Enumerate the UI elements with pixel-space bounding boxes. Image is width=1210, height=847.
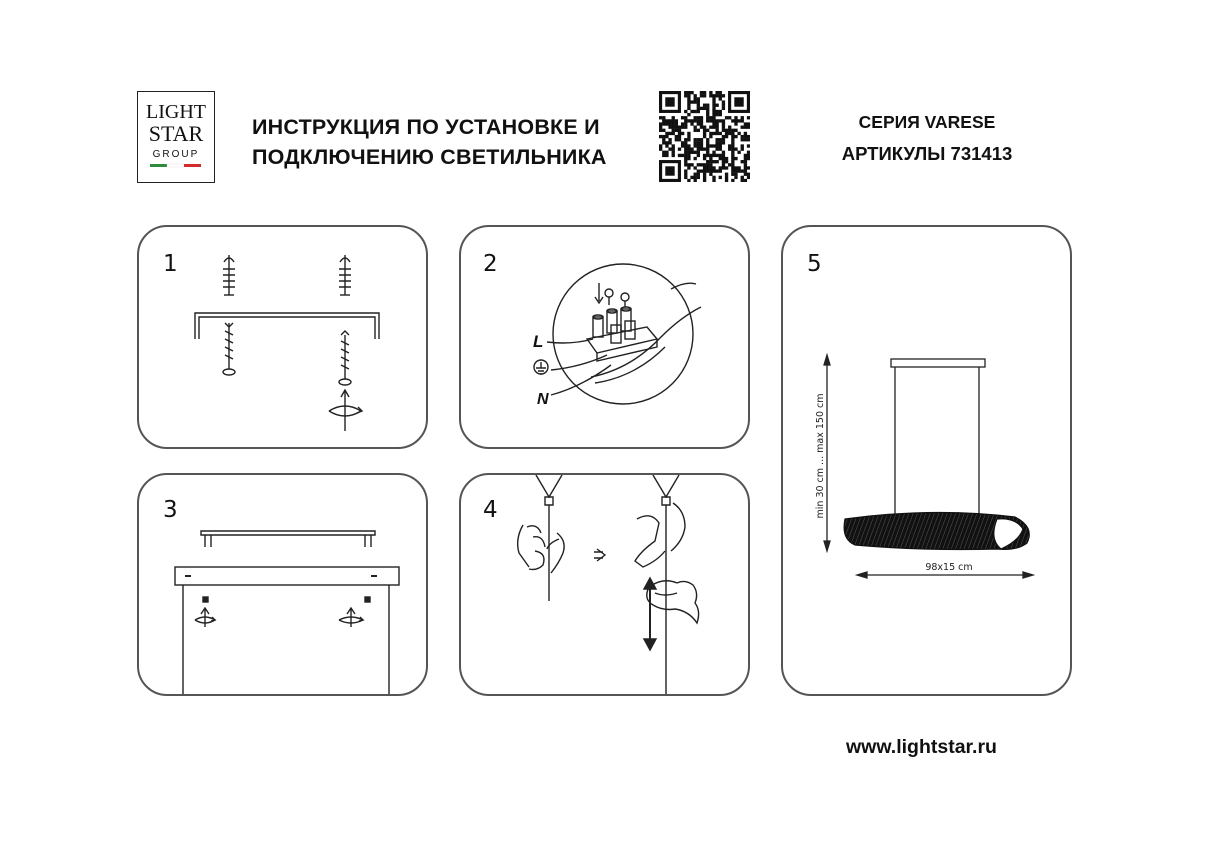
website-link[interactable]: www.lightstar.ru <box>846 736 997 758</box>
logo-line2: STAR <box>148 121 204 146</box>
width-size-label: 98x15 cm <box>925 562 973 573</box>
hand-icon <box>518 525 545 570</box>
step-4-panel <box>459 473 750 696</box>
step-number: 3 <box>163 497 178 523</box>
title-line-1: ИНСТРУКЦИЯ ПО УСТАНОВКЕ И <box>252 115 600 139</box>
wall-plug-icon <box>339 255 351 295</box>
rotate-arrow-icon <box>195 597 215 627</box>
flag-green-stripe <box>150 164 167 167</box>
step-1-panel <box>137 225 428 449</box>
dimensions-illustration <box>783 227 1070 694</box>
down-arrow-icon <box>595 283 603 303</box>
ground-icon <box>534 360 548 374</box>
step-3-panel <box>137 473 428 696</box>
series-label: СЕРИЯ VARESE <box>858 112 996 132</box>
title-line-2: ПОДКЛЮЧЕНИЮ СВЕТИЛЬНИКА <box>252 145 607 169</box>
wiring-connection-illustration <box>461 227 748 447</box>
logo-line3: GROUP <box>152 149 200 160</box>
step-number: 1 <box>163 251 178 277</box>
step-5-panel <box>781 225 1072 696</box>
canopy-fixing-illustration <box>139 475 426 694</box>
step-2-panel <box>459 225 750 449</box>
rotate-arrow-icon <box>339 597 370 627</box>
pendant-lamp-body <box>844 512 1029 549</box>
screw-icon <box>223 323 235 375</box>
cable-gripper <box>536 475 562 497</box>
screw-icon <box>605 289 629 307</box>
rotate-arrow-icon <box>329 390 362 431</box>
up-down-arrow-icon <box>644 578 656 650</box>
terminal-block-icon <box>587 307 657 361</box>
flag-red-stripe <box>184 164 201 167</box>
mounting-bracket <box>201 531 375 535</box>
logo-line1: LIGHT <box>146 101 206 123</box>
articles-label: АРТИКУЛЫ 731413 <box>841 143 1013 164</box>
step-number: 2 <box>483 251 498 277</box>
ceiling-canopy <box>175 567 399 585</box>
step-number: 4 <box>483 497 498 523</box>
height-adjustment-illustration <box>461 475 748 694</box>
wire-n-label: N <box>537 391 549 408</box>
screw-icon <box>339 331 351 385</box>
brand-logo <box>137 91 215 183</box>
terminal-block-zoom <box>553 264 693 404</box>
height-range-label: min 30 cm ... max 150 cm <box>815 393 826 519</box>
right-arrow-icon <box>594 549 605 561</box>
wall-bracket-mounting-illustration <box>139 227 426 447</box>
wire-l-label: L <box>533 332 544 351</box>
ceiling-canopy <box>891 359 985 367</box>
instruction-title <box>252 112 607 172</box>
flag-white-stripe <box>167 164 184 167</box>
wall-plug-icon <box>223 255 235 295</box>
cable-gripper <box>653 475 679 497</box>
hand-icon <box>635 503 685 567</box>
step-number: 5 <box>807 251 822 277</box>
qr-code-icon[interactable] <box>659 91 750 182</box>
